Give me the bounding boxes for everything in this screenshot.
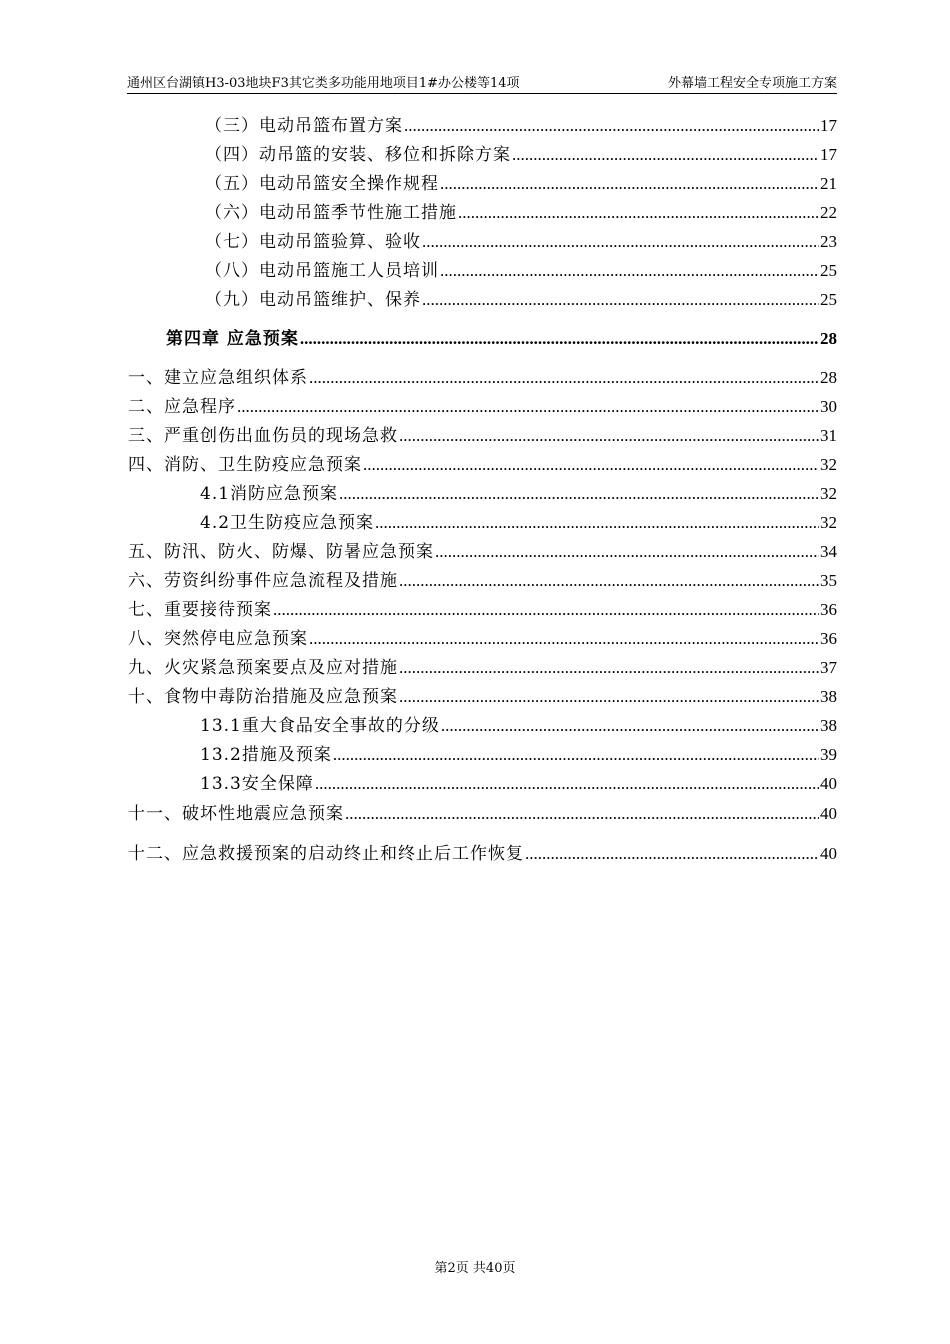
toc-entry[interactable] xyxy=(205,143,837,167)
toc-entry-title: （五）电动吊篮安全操作规程 xyxy=(205,174,439,194)
toc-leader-dots xyxy=(404,114,819,138)
toc-entry-title: 十、食物中毒防治措施及应急预案 xyxy=(128,687,398,707)
toc-entry-title: （九）电动吊篮维护、保养 xyxy=(205,290,421,310)
toc-leader-dots xyxy=(315,772,819,796)
toc-entry-page: 25 xyxy=(820,290,837,309)
toc-entry-title: 二、应急程序 xyxy=(128,397,236,417)
toc-leader-dots xyxy=(399,685,819,709)
toc-leader-dots xyxy=(435,540,819,564)
toc-entry[interactable] xyxy=(205,114,837,138)
toc-entry-page: 40 xyxy=(820,844,837,863)
toc-entry[interactable] xyxy=(128,453,837,477)
toc-entry[interactable] xyxy=(128,842,837,866)
toc-entry-page: 38 xyxy=(820,687,837,706)
toc-leader-dots xyxy=(422,288,819,312)
toc-entry-title: 九、火灾紧急预案要点及应对措施 xyxy=(128,658,398,678)
toc-entry-page: 37 xyxy=(820,658,837,677)
toc-entry-page: 22 xyxy=(820,203,837,222)
toc-entry[interactable] xyxy=(128,802,837,826)
toc-entry-page: 28 xyxy=(820,329,837,348)
toc-leader-dots xyxy=(512,143,819,167)
toc-entry-page: 35 xyxy=(820,571,837,590)
toc-entry[interactable] xyxy=(128,656,837,680)
toc-entry[interactable] xyxy=(128,395,837,419)
toc-entry-page: 34 xyxy=(820,542,837,561)
toc-entry-title: 13.2措施及预案 xyxy=(200,745,332,765)
toc-entry-page: 39 xyxy=(820,745,837,764)
toc-entry-title: 十一、破坏性地震应急预案 xyxy=(128,804,344,824)
toc-leader-dots xyxy=(333,743,819,767)
toc-leader-dots xyxy=(345,802,819,826)
toc-entry-title: 4.2卫生防疫应急预案 xyxy=(200,513,375,533)
toc-entry-title: （四）动吊篮的安装、移位和拆除方案 xyxy=(205,145,511,165)
toc-entry[interactable] xyxy=(128,598,837,622)
toc-leader-dots xyxy=(399,569,819,593)
toc-leader-dots xyxy=(441,714,819,738)
toc-leader-dots xyxy=(309,627,819,651)
toc-entry-title: （八）电动吊篮施工人员培训 xyxy=(205,261,439,281)
toc-entry[interactable] xyxy=(205,172,837,196)
page-header xyxy=(127,76,837,94)
toc-entry-title: 三、严重创伤出血伤员的现场急救 xyxy=(128,426,398,446)
toc-entry-page: 36 xyxy=(820,629,837,648)
toc-chapter-title: 第四章 应急预案 xyxy=(166,329,299,349)
toc-leader-dots xyxy=(422,230,819,254)
toc-entry-title: 13.1重大食品安全事故的分级 xyxy=(200,716,440,736)
toc-entry-title: 一、建立应急组织体系 xyxy=(128,368,308,388)
toc-leader-dots xyxy=(300,327,819,351)
toc-entry[interactable] xyxy=(128,685,837,709)
toc-entry-page: 21 xyxy=(820,174,837,193)
toc-entry-title: 七、重要接待预案 xyxy=(128,600,272,620)
toc-entry-page: 17 xyxy=(820,145,837,164)
toc-leader-dots xyxy=(399,656,819,680)
toc-entry[interactable] xyxy=(128,627,837,651)
toc-entry-page: 32 xyxy=(820,484,837,503)
toc-entry-title: 13.3安全保障 xyxy=(200,774,314,794)
toc-entry[interactable] xyxy=(128,424,837,448)
toc-entry[interactable] xyxy=(200,482,837,506)
toc-leader-dots xyxy=(399,424,819,448)
toc-leader-dots xyxy=(309,366,819,390)
toc-entry-page: 36 xyxy=(820,600,837,619)
toc-entry[interactable] xyxy=(200,714,837,738)
toc-entry[interactable] xyxy=(128,366,837,390)
toc-entry-title: 六、劳资纠纷事件应急流程及措施 xyxy=(128,571,398,591)
page-footer xyxy=(0,1261,950,1277)
toc-entry[interactable] xyxy=(205,288,837,312)
toc-leader-dots xyxy=(525,842,819,866)
toc-entry-title: 五、防汛、防火、防爆、防暑应急预案 xyxy=(128,542,434,562)
toc-entry[interactable] xyxy=(205,230,837,254)
toc-entry[interactable] xyxy=(200,511,837,535)
toc-entry-title: （七）电动吊篮验算、验收 xyxy=(205,232,421,252)
toc-entry[interactable] xyxy=(200,743,837,767)
toc-leader-dots xyxy=(363,453,819,477)
toc-leader-dots xyxy=(339,482,819,506)
header-document-title: 外幕墙工程安全专项施工方案 xyxy=(667,76,837,91)
toc-entry-title: （三）电动吊篮布置方案 xyxy=(205,116,403,136)
toc-entry-page: 40 xyxy=(820,774,837,793)
toc-leader-dots xyxy=(237,395,819,419)
toc-entry-title: （六）电动吊篮季节性施工措施 xyxy=(205,203,457,223)
toc-entry-title: 四、消防、卫生防疫应急预案 xyxy=(128,455,362,475)
toc-entry-title: 十二、应急救援预案的启动终止和终止后工作恢复 xyxy=(128,844,524,864)
toc-leader-dots xyxy=(458,201,819,225)
toc-entry[interactable] xyxy=(205,201,837,225)
toc-entry-page: 40 xyxy=(820,804,837,823)
toc-leader-dots xyxy=(375,511,819,535)
toc-leader-dots xyxy=(440,259,819,283)
toc-leader-dots xyxy=(440,172,819,196)
header-project-title: 通州区台湖镇H3-03地块F3其它类多功能用地项目1#办公楼等14项 xyxy=(127,76,520,91)
toc-entry-page: 25 xyxy=(820,261,837,280)
toc-entry-page: 23 xyxy=(820,232,837,251)
toc-entry-page: 32 xyxy=(820,455,837,474)
page-number-label: 第2页 共40页 xyxy=(434,1261,516,1276)
toc-entry-page: 38 xyxy=(820,716,837,735)
toc-chapter-entry[interactable] xyxy=(166,327,837,351)
toc-entry[interactable] xyxy=(200,772,837,796)
toc-entry-page: 17 xyxy=(820,116,837,135)
toc-entry[interactable] xyxy=(128,540,837,564)
toc-entry-page: 32 xyxy=(820,513,837,532)
toc-entry[interactable] xyxy=(128,569,837,593)
toc-entry[interactable] xyxy=(205,259,837,283)
toc-entry-page: 31 xyxy=(820,426,837,445)
toc-entry-page: 28 xyxy=(820,368,837,387)
toc-entry-title: 八、突然停电应急预案 xyxy=(128,629,308,649)
toc-leader-dots xyxy=(273,598,819,622)
toc-entry-page: 30 xyxy=(820,397,837,416)
toc-entry-title: 4.1消防应急预案 xyxy=(200,484,339,504)
